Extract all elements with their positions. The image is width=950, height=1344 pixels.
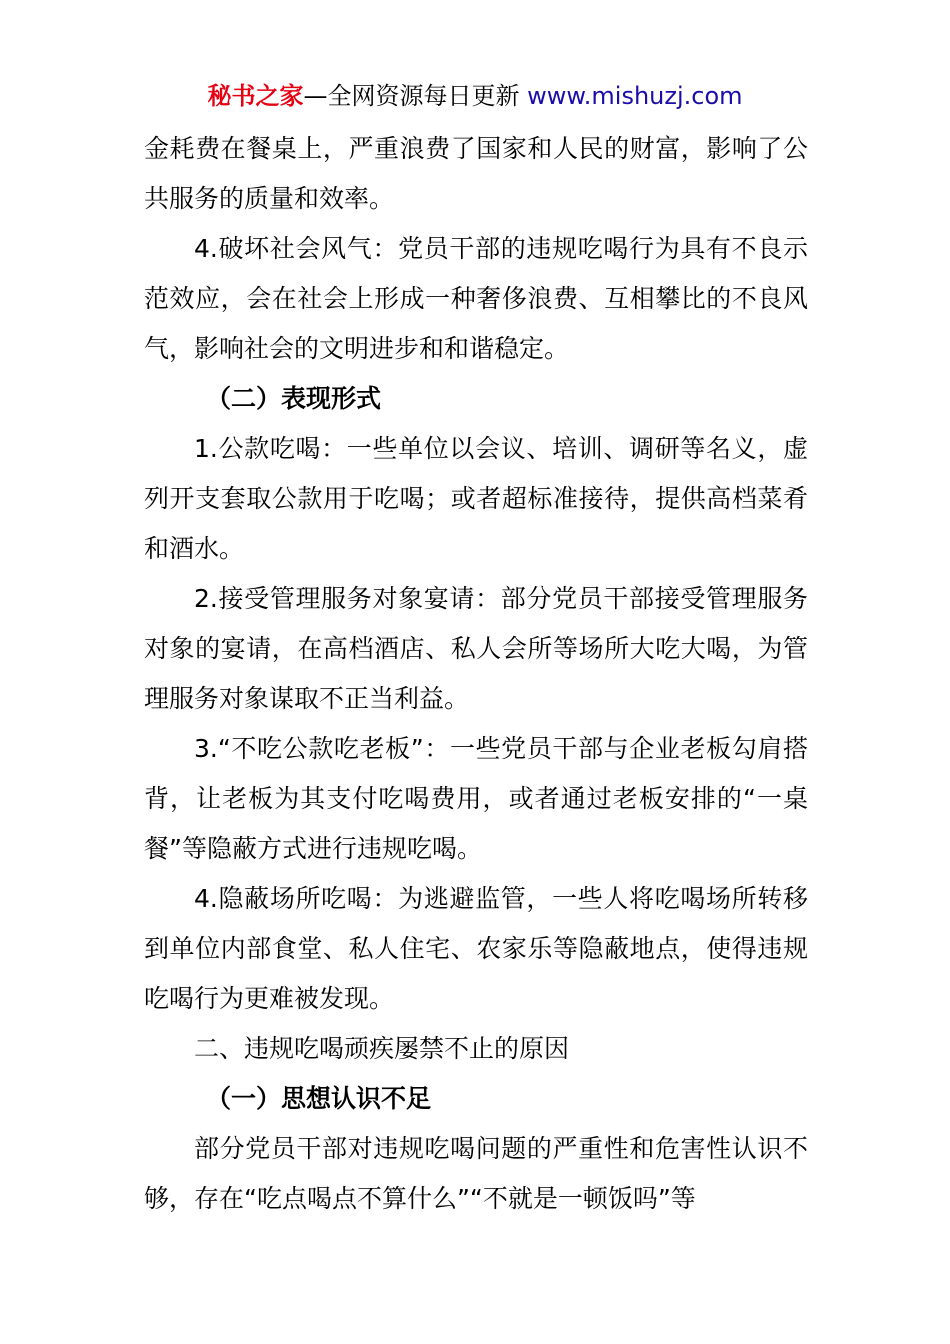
- section-heading: （二）表现形式: [206, 384, 382, 413]
- site-tagline: —全网资源每日更新: [303, 82, 528, 110]
- section-heading: （一）思想认识不足: [206, 1084, 432, 1113]
- chapter-heading: 二、违规吃喝顽疾屡禁不止的原因: [194, 1034, 570, 1063]
- paragraph: 部分党员干部对违规吃喝问题的严重性和危害性认识不够，存在“吃点喝点不算什么”“不就是一顿饭吗”等: [144, 1134, 808, 1213]
- paragraph: 4.隐蔽场所吃喝：为逃避监管，一些人将吃喝场所转移到单位内部食堂、私人住宅、农家乐等隐蔽地点，使得违规吃喝行为更难被发现。: [144, 884, 808, 1013]
- paragraph: 金耗费在餐桌上，严重浪费了国家和人民的财富，影响了公共服务的质量和效率。: [144, 134, 808, 213]
- paragraph: 2.接受管理服务对象宴请：部分党员干部接受管理服务对象的宴请，在高档酒店、私人会所等场所大吃大喝，为管理服务对象谋取不正当利益。: [144, 584, 808, 713]
- paragraph: 4.破坏社会风气：党员干部的违规吃喝行为具有不良示范效应，会在社会上形成一种奢侈浪费、互相攀比的不良风气，影响社会的文明进步和和谐稳定。: [144, 234, 808, 363]
- page-header: [0, 78, 950, 114]
- paragraph: 3.“不吃公款吃老板”：一些党员干部与企业老板勾肩搭背，让老板为其支付吃喝费用，或者通过老板安排的“一桌餐”等隐蔽方式进行违规吃喝。: [144, 734, 808, 863]
- site-brand: 秘书之家: [207, 82, 304, 110]
- document-body: [144, 124, 808, 1224]
- site-url-link[interactable]: www.mishuzj.com: [527, 82, 743, 110]
- paragraph: 1.公款吃喝：一些单位以会议、培训、调研等名义，虚列开支套取公款用于吃喝；或者超标准接待，提供高档菜肴和酒水。: [144, 434, 808, 563]
